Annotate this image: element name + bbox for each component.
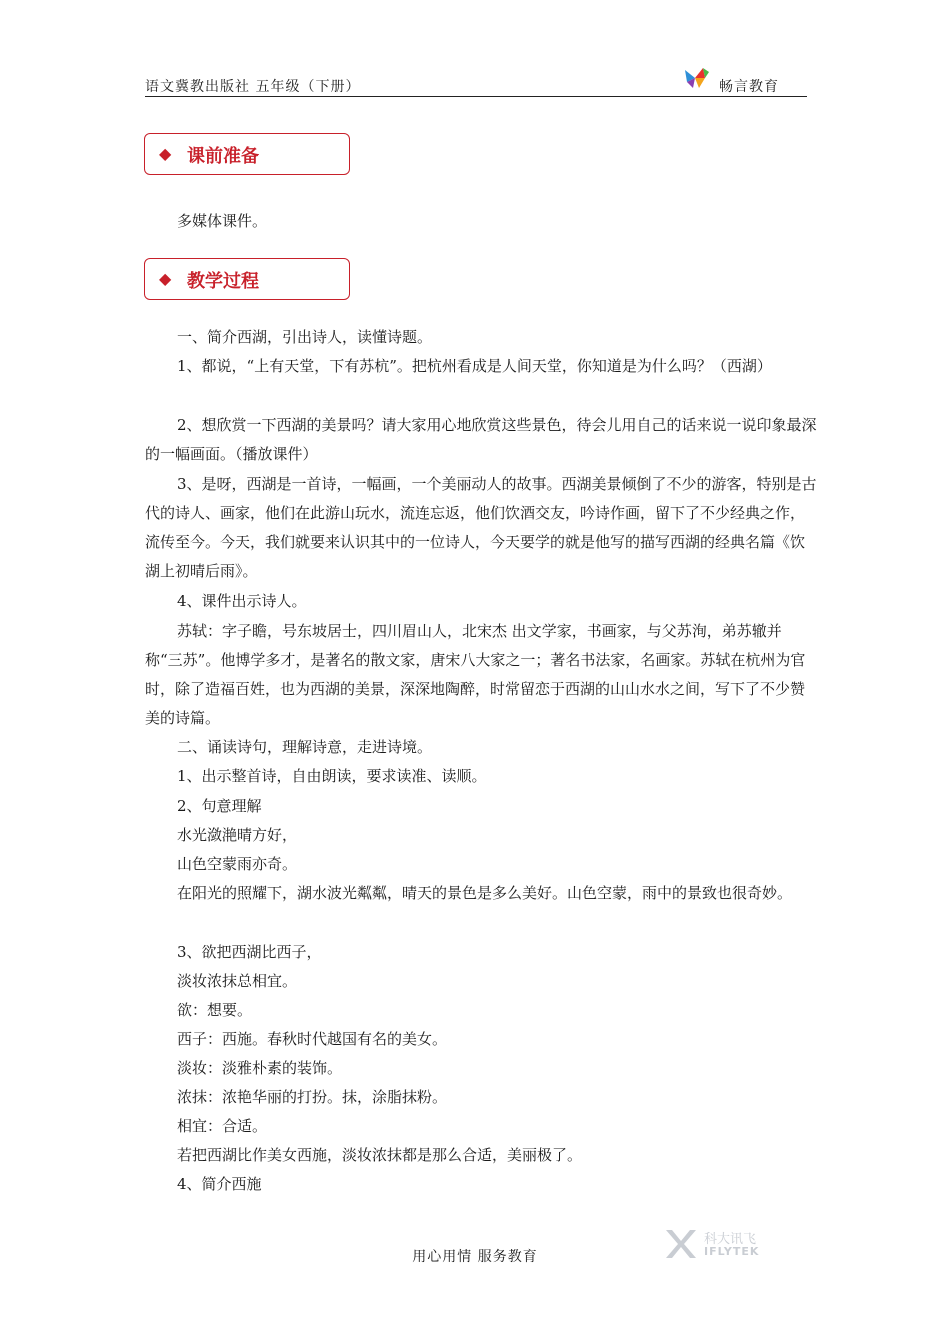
poem-line: 淡妆浓抹总相宜。 [177, 972, 298, 990]
body-paragraph: 2、句意理解 [177, 797, 262, 815]
iflytek-x-icon [662, 1226, 698, 1262]
header-brand: 畅言教育 [719, 79, 779, 95]
diamond-bullet-icon: ◆ [159, 144, 172, 163]
definition-line: 西子：西施。春秋时代越国有名的美女。 [177, 1030, 448, 1048]
footer-slogan: 用心用情 服务教育 [412, 1249, 538, 1265]
iflytek-brand-cn: 科大讯飞 [704, 1232, 757, 1247]
definition-line: 淡妆：淡雅朴素的装饰。 [177, 1059, 343, 1077]
body-paragraph: 3、欲把西湖比西子， [177, 943, 322, 961]
body-paragraph: 4、简介西施 [177, 1175, 262, 1193]
definition-line: 欲：想要。 [177, 1001, 253, 1019]
section-title: 教学过程 [187, 271, 259, 292]
poem-line: 山色空蒙雨亦奇。 [177, 855, 298, 873]
changyan-logo-icon [681, 66, 711, 92]
body-paragraph: 若把西湖比作美女西施，淡妆浓抹都是那么合适，美丽极了。 [177, 1146, 583, 1164]
prep-text: 多媒体课件。 [177, 212, 268, 230]
body-paragraph: 3、是呀，西湖是一首诗，一幅画，一个美丽动人的故事。西湖美景倾倒了不少的游客，特别是古代的诗人、画家，他们在此游山玩水，流连忘返，他们饮酒交友，吟诗作画，留下了不少经典之作，流传至今。今天，我们就要来认识其中的一位诗人，今天要学的就是他写的描写西湖的经典名篇《饮湖上初晴后雨》。 [145, 475, 817, 580]
section-heading-prep [144, 133, 350, 175]
body-paragraph: 1、出示整首诗，自由朗读，要求读准、读顺。 [177, 767, 487, 785]
body-paragraph: 4、课件出示诗人。 [177, 592, 307, 610]
iflytek-logo [662, 1226, 782, 1262]
section-title: 课前准备 [187, 146, 259, 167]
page-header [145, 66, 807, 97]
header-publisher: 语文冀教出版社 五年级（下册） [145, 79, 361, 95]
body-paragraph: 1、都说，“上有天堂，下有苏杭”。把杭州看成是人间天堂，你知道是为什么吗？（西湖） [177, 357, 772, 375]
definition-line: 浓抹：浓艳华丽的打扮。抹，涂脂抹粉。 [177, 1088, 448, 1106]
body-paragraph: 二、诵读诗句，理解诗意，走进诗境。 [177, 738, 433, 756]
section-heading-process [144, 258, 350, 300]
body-paragraph: 2、想欣赏一下西湖的美景吗？请大家用心地欣赏这些景色，待会儿用自己的话来说一说印象最深的一幅画面。（播放课件） [145, 416, 817, 463]
definition-line: 相宜：合适。 [177, 1117, 268, 1135]
body-paragraph: 一、简介西湖，引出诗人，读懂诗题。 [177, 328, 433, 346]
body-paragraph: 在阳光的照耀下，湖水波光粼粼，晴天的景色是多么美好。山色空蒙，雨中的景致也很奇妙。 [177, 884, 793, 902]
iflytek-brand-en: IFLYTEK [704, 1245, 760, 1258]
diamond-bullet-icon: ◆ [159, 269, 172, 288]
poem-line: 水光潋滟晴方好， [177, 826, 298, 844]
body-paragraph: 苏轼：字子瞻，号东坡居士，四川眉山人，北宋杰 出文学家，书画家，与父苏洵，弟苏辙并称“三苏”。他博学多才，是著名的散文家，唐宋八大家之一；著名书法家，名画家。苏轼在杭州为官时，除了造福百姓，也为西湖的美景，深深地陶醉，时常留恋于西湖的山山水水之间，写下了不少赞美的诗篇。 [145, 622, 806, 727]
